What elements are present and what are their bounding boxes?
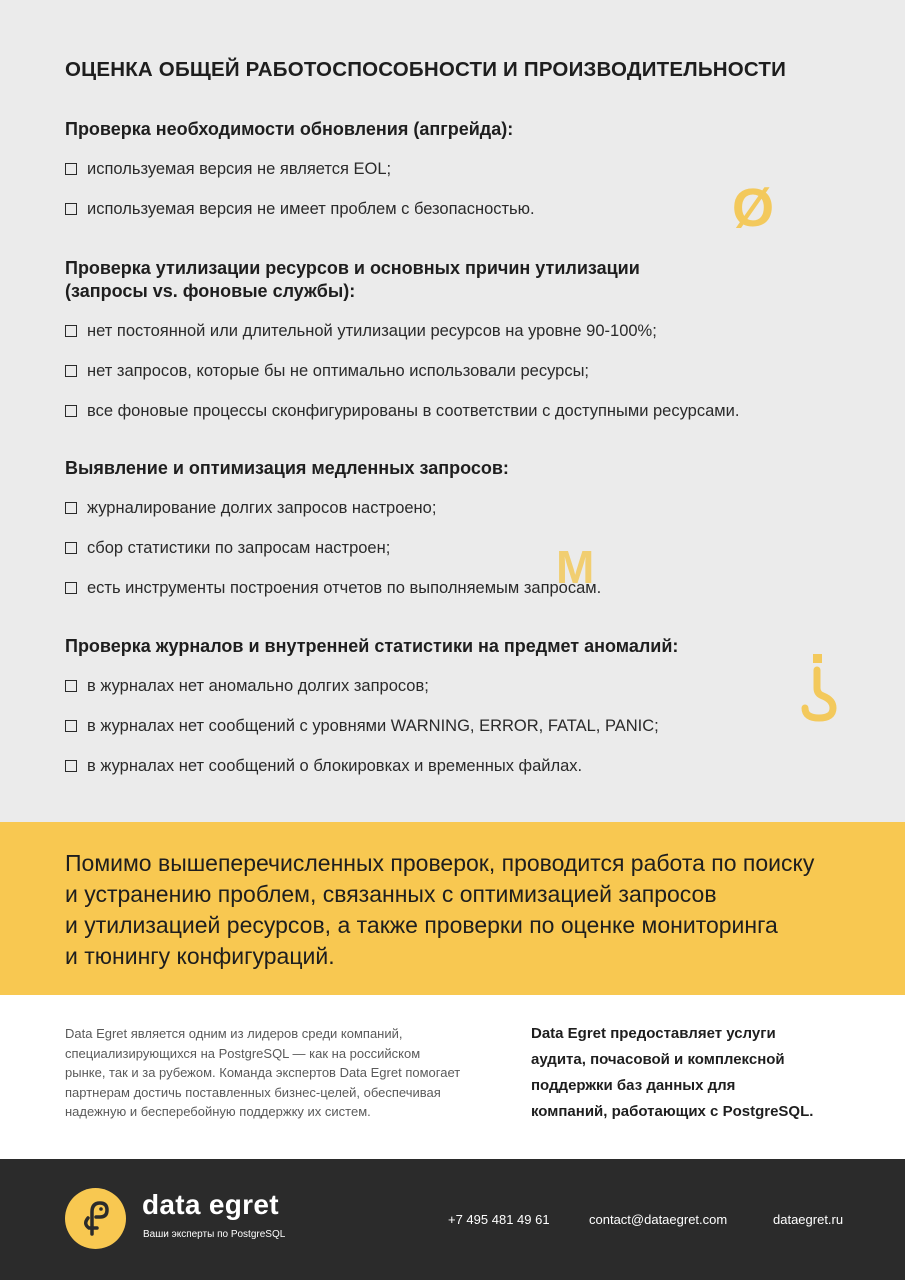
footer bbox=[0, 1159, 905, 1280]
checklist-item-label: все фоновые процессы сконфигурированы в соответствии с доступными ресурсами. bbox=[87, 401, 740, 420]
section-title bbox=[65, 257, 845, 303]
checklist bbox=[65, 674, 845, 778]
description-line: рынке, так и за рубежом. Команда экспертов Data Egret помогает bbox=[65, 1065, 461, 1081]
summary-banner bbox=[0, 822, 905, 995]
checkbox[interactable] bbox=[65, 542, 77, 554]
description-line: партнерам достичь поставленных бизнес-целей, обеспечивая bbox=[65, 1084, 441, 1100]
company-info bbox=[0, 995, 905, 1159]
section-resource-utilization bbox=[65, 257, 845, 439]
checkbox[interactable] bbox=[65, 680, 77, 692]
section-slow-queries bbox=[65, 457, 845, 616]
section-title-line: Проверка журналов и внутренней статистики на предмет аномалий: bbox=[65, 636, 679, 656]
checklist-item-label: используемая версия не имеет проблем с безопасностью. bbox=[87, 199, 535, 218]
summary-line: и тюнингу конфигураций. bbox=[65, 943, 335, 969]
section-title-line: Проверка утилизации ресурсов и основных причин утилизации bbox=[65, 258, 640, 278]
checklist-item bbox=[65, 197, 845, 221]
checklist-item bbox=[65, 157, 845, 181]
checklist-item bbox=[65, 576, 845, 600]
checklist-item-label: в журналах нет сообщений с уровнями WARNING, ERROR, FATAL, PANIC; bbox=[87, 716, 659, 735]
services-line: Data Egret предоставляет услуги bbox=[531, 1025, 776, 1042]
checkbox[interactable] bbox=[65, 203, 77, 215]
hook-glyph-icon bbox=[799, 654, 839, 722]
section-title-line: Выявление и оптимизация медленных запросов: bbox=[65, 458, 509, 478]
logo-tagline: Ваши эксперты по PostgreSQL bbox=[143, 1229, 286, 1240]
checkbox[interactable] bbox=[65, 405, 77, 417]
services-line: аудита, почасовой и комплексной bbox=[531, 1051, 785, 1068]
checklist-item-label: в журналах нет аномально долгих запросов; bbox=[87, 676, 429, 695]
logo-wordmark: data egret bbox=[142, 1189, 279, 1220]
section-title bbox=[65, 118, 845, 141]
checkbox[interactable] bbox=[65, 720, 77, 732]
checklist-item-label: сбор статистики по запросам настроен; bbox=[87, 538, 391, 557]
checkbox[interactable] bbox=[65, 760, 77, 772]
egret-logo-icon bbox=[65, 1188, 126, 1249]
checklist bbox=[65, 157, 845, 221]
checkbox[interactable] bbox=[65, 325, 77, 337]
checklist-item-label: журналирование долгих запросов настроено; bbox=[87, 498, 437, 517]
checklist-item bbox=[65, 754, 845, 778]
checklist-item bbox=[65, 399, 845, 423]
section-log-anomalies bbox=[65, 635, 845, 794]
checklist-item-label: в журналах нет сообщений о блокировках и временных файлах. bbox=[87, 756, 583, 775]
section-title-line: Проверка необходимости обновления (апгрейда): bbox=[65, 119, 514, 139]
section-upgrade-check bbox=[65, 118, 845, 237]
section-title bbox=[65, 635, 845, 658]
services-line: поддержки баз данных для bbox=[531, 1077, 736, 1094]
checkbox[interactable] bbox=[65, 365, 77, 377]
section-title-line: (запросы vs. фоновые службы): bbox=[65, 281, 356, 301]
description-line: специализирующихся на PostgreSQL — как на российском bbox=[65, 1045, 421, 1061]
checklist bbox=[65, 496, 845, 600]
company-description bbox=[65, 1024, 505, 1122]
m-glyph-icon: M bbox=[556, 541, 595, 593]
summary-text bbox=[65, 848, 855, 972]
checklist-item bbox=[65, 536, 845, 560]
checklist-item-label: есть инструменты построения отчетов по выполняемым запросам. bbox=[87, 578, 602, 597]
checklist-item bbox=[65, 714, 845, 738]
description-line: Data Egret является одним из лидеров среди компаний, bbox=[65, 1026, 403, 1041]
services-line: компаний, работающих с PostgreSQL. bbox=[531, 1103, 814, 1120]
page-title: ОЦЕНКА ОБЩЕЙ РАБОТОСПОСОБНОСТИ И ПРОИЗВОДИТЕЛЬНОСТИ bbox=[65, 58, 787, 81]
checklist-item-label: используемая версия не является EOL; bbox=[87, 159, 392, 178]
checkbox[interactable] bbox=[65, 163, 77, 175]
checklist-item-label: нет постоянной или длительной утилизации ресурсов на уровне 90-100%; bbox=[87, 321, 657, 340]
checklist-item bbox=[65, 496, 845, 520]
summary-line: Помимо вышеперечисленных проверок, проводится работа по поиску bbox=[65, 850, 815, 876]
checkbox[interactable] bbox=[65, 502, 77, 514]
checklist bbox=[65, 319, 845, 423]
description-line: надежную и бесперебойную поддержку их систем. bbox=[65, 1104, 371, 1120]
summary-line: и устранению проблем, связанных с оптимизацией запросов bbox=[65, 881, 717, 907]
summary-line: и утилизацией ресурсов, а также проверки по оценке мониторинга bbox=[65, 912, 778, 938]
checklist-item bbox=[65, 674, 845, 698]
phone-link[interactable]: +7 495 481 49 61 bbox=[448, 1212, 550, 1227]
checklist-item bbox=[65, 359, 845, 383]
services-statement bbox=[531, 1021, 861, 1125]
checklist-item-label: нет запросов, которые бы не оптимально использовали ресурсы; bbox=[87, 361, 590, 380]
section-title bbox=[65, 457, 845, 480]
email-link[interactable]: contact@dataegret.com bbox=[589, 1212, 728, 1227]
checklist-item bbox=[65, 319, 845, 343]
website-link[interactable]: dataegret.ru bbox=[773, 1212, 844, 1227]
checkbox[interactable] bbox=[65, 582, 77, 594]
empty-set-glyph-icon: Ø bbox=[732, 178, 775, 238]
